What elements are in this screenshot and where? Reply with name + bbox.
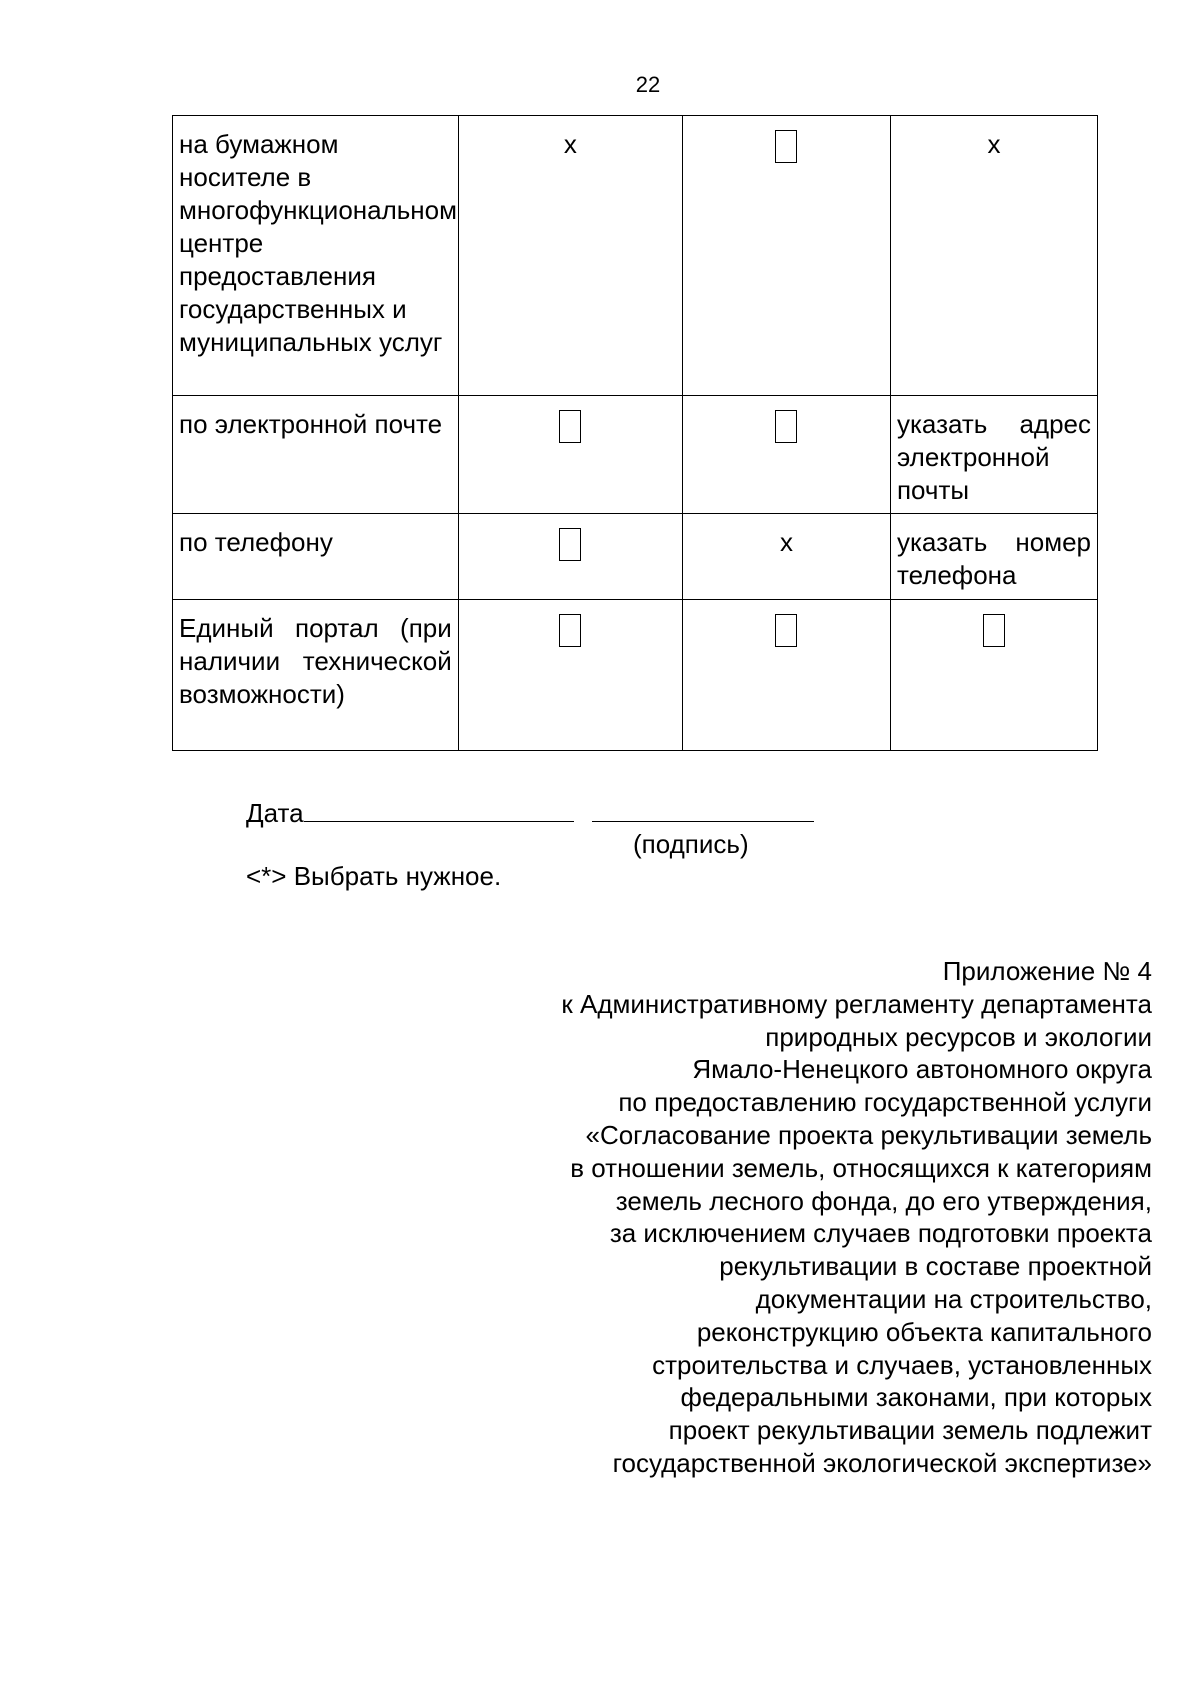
- appendix-line: реконструкцию объекта капитального: [696, 1316, 1152, 1347]
- appendix-line: за исключением случаев подготовки проекта: [609, 1218, 1152, 1249]
- appendix-line: рекультивации в составе проектной: [719, 1251, 1152, 1282]
- checkbox[interactable]: [559, 410, 581, 443]
- checkbox[interactable]: [775, 614, 797, 647]
- appendix-line: по предоставлению государственной услуги: [618, 1087, 1152, 1118]
- checkbox[interactable]: [559, 528, 581, 561]
- x-mark: x: [563, 129, 577, 159]
- cell-portal-col1: [458, 600, 682, 751]
- cell-mfc-col2: [682, 116, 890, 396]
- row-label-email: по электронной почте: [173, 396, 459, 514]
- appendix-line: в отношении земель, относящихся к категориям: [570, 1152, 1152, 1183]
- date-label: Дата: [246, 798, 304, 828]
- delivery-method-table: [172, 115, 1098, 751]
- cell-phone-col2: [682, 514, 890, 600]
- appendix-line: природных ресурсов и экологии: [765, 1021, 1152, 1052]
- footnote: <*> Выбрать нужное.: [246, 861, 502, 891]
- appendix-line: к Административному регламенту департамента: [561, 988, 1152, 1019]
- checkbox[interactable]: [983, 614, 1005, 647]
- x-mark: x: [987, 129, 1001, 159]
- checkbox[interactable]: [775, 130, 797, 163]
- row-label-phone: по телефону: [173, 514, 459, 600]
- cell-mfc-col3: [890, 116, 1097, 396]
- cell-mfc-col1: [458, 116, 682, 396]
- cell-email-col1: [458, 396, 682, 514]
- cell-phone-note: указать номер телефона: [890, 514, 1097, 600]
- checkbox[interactable]: [559, 614, 581, 647]
- cell-portal-col2: [682, 600, 890, 751]
- table-row-portal: [173, 600, 1098, 751]
- appendix-header: [452, 955, 1152, 1480]
- cell-phone-col1: [458, 514, 682, 600]
- appendix-line: «Согласование проекта рекультивации земель: [585, 1119, 1152, 1150]
- appendix-line: документации на строительство,: [755, 1283, 1152, 1314]
- table-row-mfc: [173, 116, 1098, 396]
- signature-field[interactable]: [592, 795, 814, 822]
- row-label-mfc: на бумажном носителе в многофункциональном центре предоставления государственных и муниципальных услуг: [173, 116, 459, 396]
- appendix-line: государственной экологической экспертизе»: [612, 1447, 1152, 1478]
- cell-email-note: указать адрес электронной почты: [890, 396, 1097, 514]
- appendix-line: Приложение № 4: [942, 956, 1152, 986]
- appendix-line: земель лесного фонда, до его утверждения,: [615, 1185, 1152, 1216]
- date-field[interactable]: [304, 795, 574, 822]
- checkbox[interactable]: [775, 410, 797, 443]
- page-number: 22: [635, 72, 661, 97]
- table-row-phone: [173, 514, 1098, 600]
- signature-caption: (подпись): [633, 829, 749, 859]
- table-row-email: [173, 396, 1098, 514]
- appendix-line: Ямало-Ненецкого автономного округа: [692, 1054, 1152, 1085]
- cell-portal-col3: [890, 600, 1097, 751]
- appendix-line: строительства и случаев, установленных: [652, 1349, 1152, 1380]
- appendix-line: проект рекультивации земель подлежит: [668, 1415, 1152, 1446]
- row-label-portal: Единый портал (при наличии технической возможности): [173, 600, 459, 751]
- date-signature-line: [246, 795, 814, 829]
- cell-email-col2: [682, 396, 890, 514]
- x-mark: x: [779, 527, 793, 557]
- appendix-line: федеральными законами, при которых: [680, 1382, 1152, 1413]
